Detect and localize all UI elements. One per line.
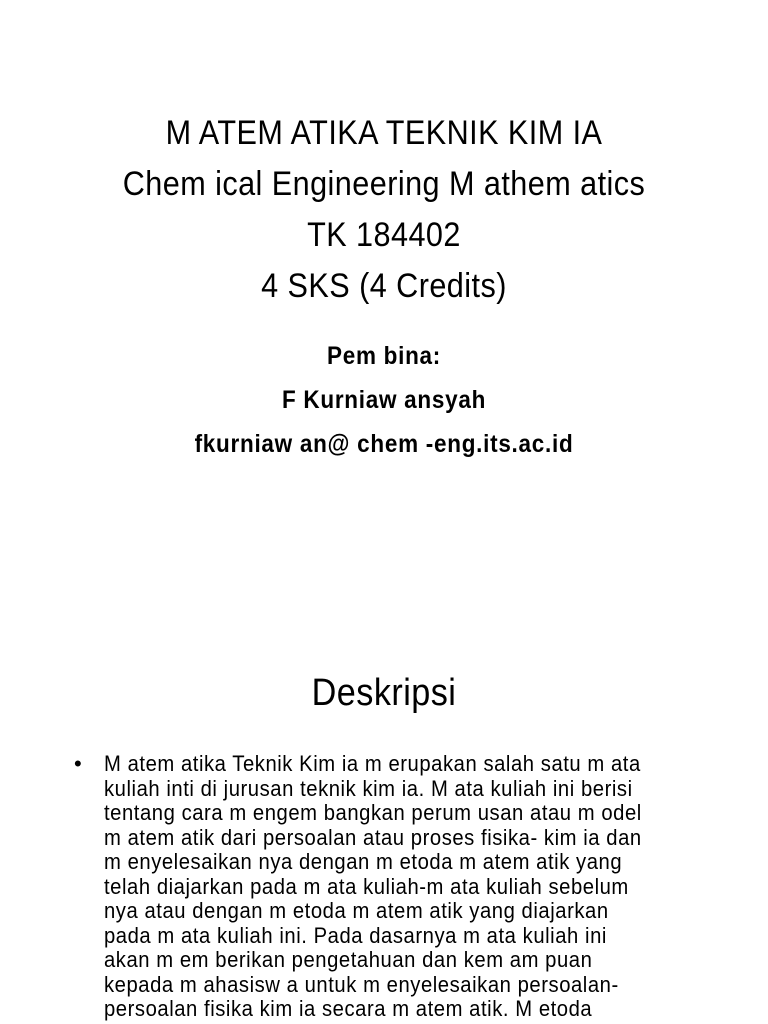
text-line: m enyelesaikan nya dengan m etoda m atem atik yang [104,849,623,874]
text-line: tentang cara m engem bangkan perum usan atau m odel [104,800,642,825]
bullet-icon: • [74,751,82,776]
course-code: TK 184402 [307,216,461,254]
text-line: nya atau dengan m etoda m atem atik yang diajarkan [104,898,609,923]
text-line: akan m em berikan pengetahuan dan kem am puan [104,947,593,972]
pembina-label: Pem bina: [326,342,441,370]
lecturer-info-block [0,334,768,466]
description-slide [0,620,768,1024]
course-title-block [0,108,768,312]
text-line: kuliah inti di jurusan teknik kim ia. M ata kuliah ini berisi [104,775,633,801]
text-line: persoalan fisika kim ia secara m atem atik. M etoda [104,996,593,1021]
section-heading: Deskripsi [311,672,457,714]
text-line: telah diajarkan pada m ata kuliah-m ata kuliah sebelum [104,873,629,899]
course-title-english: Chem ical Engineering M athem atics [122,165,646,203]
text-line: m atem atik dari persoalan atau proses fisika- kim ia dan [104,824,642,850]
bullet-text [104,752,714,1022]
text-line: M atem atika Teknik Kim ia m erupakan salah satu m ata [104,751,641,776]
lecturer-name: F Kurniaw ansyah [281,386,487,414]
description-bullet-list [74,752,714,1022]
course-title-indonesian: M ATEM ATIKA TEKNIK KIM IA [165,114,603,152]
text-line: kepada m ahasisw a untuk m enyelesaikan persoalan- [104,971,619,997]
list-item [74,752,714,1022]
text-line: pada m ata kuliah ini. Pada dasarnya m ata kuliah ini [104,922,607,948]
lecturer-email: fkurniaw an@ chem -eng.its.ac.id [194,430,574,458]
course-credits: 4 SKS (4 Credits) [261,267,507,305]
